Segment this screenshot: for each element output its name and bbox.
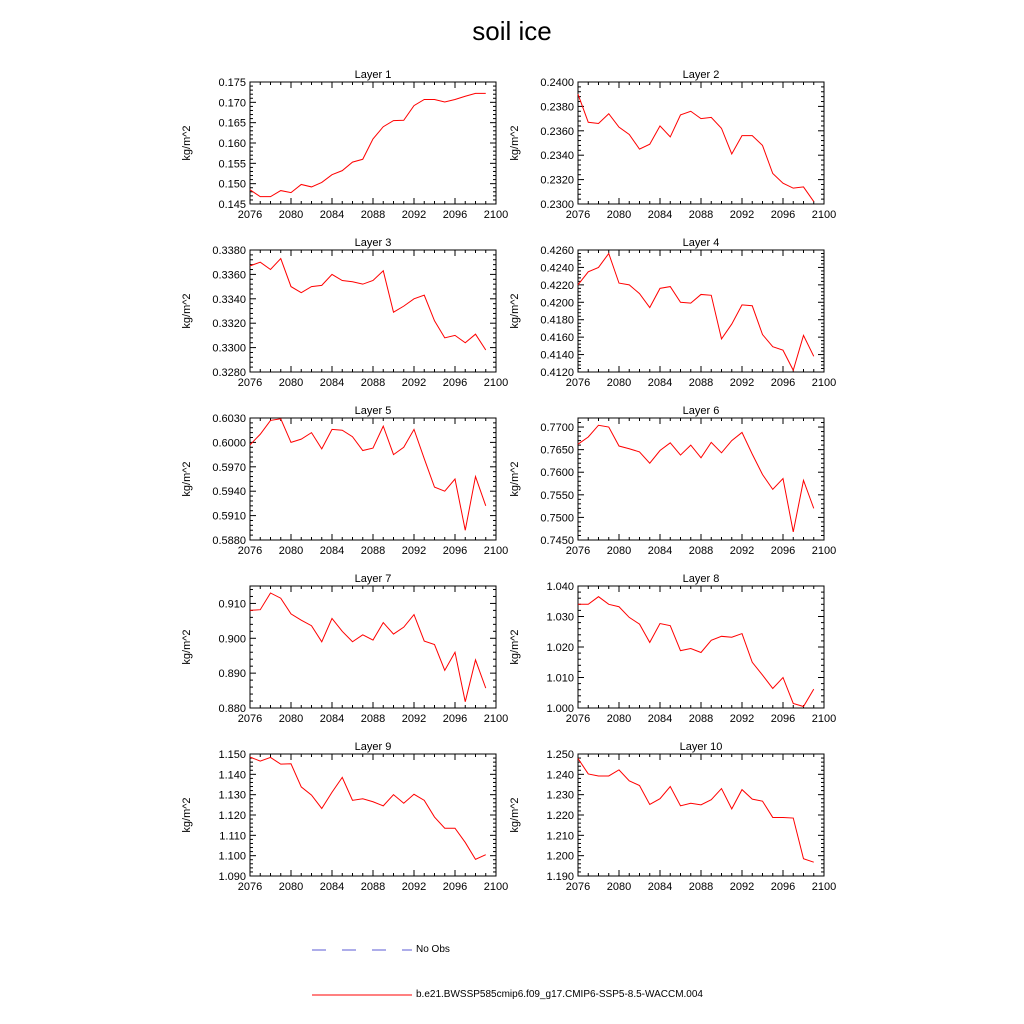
x-tick-label: 2076 <box>237 209 263 221</box>
series-line <box>250 93 486 196</box>
y-tick-label: 1.030 <box>546 611 574 624</box>
x-tick-label: 2080 <box>278 713 304 725</box>
y-tick-label: 1.210 <box>546 830 574 843</box>
y-tick-label: 0.2380 <box>540 101 574 114</box>
x-tick-label: 2088 <box>360 713 386 725</box>
y-axis-label: kg/m^2 <box>181 125 193 161</box>
panel-title: Layer 4 <box>682 237 720 249</box>
x-tick-label: 2076 <box>237 881 263 893</box>
x-tick-label: 2076 <box>565 545 591 557</box>
panel-layer-1 <box>181 69 508 221</box>
y-tick-label: 1.200 <box>546 850 574 863</box>
x-tick-label: 2096 <box>770 209 796 221</box>
y-tick-label: 1.250 <box>546 749 574 761</box>
x-tick-label: 2080 <box>606 881 632 893</box>
y-tick-label: 1.000 <box>546 703 574 715</box>
y-tick-label: 0.175 <box>218 77 246 89</box>
panel-frame <box>578 418 824 540</box>
x-tick-label: 2084 <box>319 377 345 389</box>
panel-frame <box>250 250 496 372</box>
y-tick-label: 0.2340 <box>540 150 574 163</box>
y-tick-label: 0.165 <box>218 117 246 130</box>
x-tick-label: 2096 <box>770 881 796 893</box>
series-line <box>250 593 486 702</box>
x-tick-label: 2084 <box>319 545 345 557</box>
series-line <box>578 597 814 707</box>
y-tick-label: 0.160 <box>218 138 246 150</box>
x-tick-label: 2088 <box>688 881 714 893</box>
x-tick-label: 2092 <box>729 377 755 389</box>
panel-title: Layer 10 <box>679 741 723 753</box>
series-line <box>250 757 486 859</box>
series-line <box>578 94 814 201</box>
y-tick-label: 1.190 <box>546 871 574 883</box>
panel-title: Layer 1 <box>354 69 392 81</box>
x-tick-label: 2096 <box>770 377 796 389</box>
x-tick-label: 2088 <box>688 545 714 557</box>
y-tick-label: 1.150 <box>218 749 246 761</box>
y-axis-label: kg/m^2 <box>509 293 521 329</box>
x-tick-label: 2092 <box>401 713 427 725</box>
x-tick-label: 2088 <box>688 209 714 221</box>
panel-layer-6 <box>509 405 836 557</box>
y-tick-label: 1.040 <box>546 581 574 593</box>
y-tick-label: 0.150 <box>218 178 246 191</box>
figure-title: soil ice <box>472 16 552 46</box>
x-tick-label: 2088 <box>360 881 386 893</box>
x-tick-label: 2076 <box>565 377 591 389</box>
panel-title: Layer 5 <box>354 405 392 417</box>
panel-layer-7 <box>181 573 508 725</box>
y-tick-label: 0.3340 <box>212 293 246 306</box>
series-line <box>578 425 814 532</box>
y-tick-label: 0.7550 <box>540 489 574 502</box>
x-tick-label: 2100 <box>483 881 509 893</box>
y-tick-label: 0.3380 <box>212 245 246 257</box>
y-tick-label: 0.880 <box>218 703 246 715</box>
y-tick-label: 0.910 <box>218 598 246 611</box>
y-tick-label: 1.220 <box>546 810 574 822</box>
y-tick-label: 0.3300 <box>212 342 246 355</box>
x-tick-label: 2076 <box>237 545 263 557</box>
series-line <box>578 253 814 370</box>
series-line <box>578 758 814 862</box>
x-tick-label: 2088 <box>688 377 714 389</box>
x-tick-label: 2084 <box>647 377 673 389</box>
x-tick-label: 2084 <box>319 713 345 725</box>
x-tick-label: 2080 <box>606 545 632 557</box>
y-tick-label: 0.145 <box>218 199 246 211</box>
y-tick-label: 0.2300 <box>540 199 574 211</box>
y-axis-label: kg/m^2 <box>509 797 521 833</box>
y-tick-label: 0.2400 <box>540 77 574 89</box>
x-tick-label: 2100 <box>811 377 837 389</box>
y-tick-label: 0.7650 <box>540 444 574 457</box>
y-tick-label: 1.230 <box>546 789 574 802</box>
y-axis-label: kg/m^2 <box>181 461 193 497</box>
y-tick-label: 0.7700 <box>540 422 574 435</box>
x-tick-label: 2096 <box>770 545 796 557</box>
y-tick-label: 1.110 <box>219 830 246 843</box>
y-axis-label: kg/m^2 <box>509 125 521 161</box>
y-tick-label: 0.3280 <box>212 367 246 379</box>
y-tick-label: 0.5940 <box>212 486 246 499</box>
x-tick-label: 2080 <box>278 545 304 557</box>
y-tick-label: 0.5910 <box>212 510 246 523</box>
y-tick-label: 0.4140 <box>540 349 574 362</box>
x-tick-label: 2092 <box>729 209 755 221</box>
x-tick-label: 2100 <box>483 713 509 725</box>
series-line <box>250 259 486 351</box>
x-tick-label: 2084 <box>647 713 673 725</box>
panel-layer-9 <box>181 741 508 893</box>
y-tick-label: 0.4260 <box>540 245 574 257</box>
x-tick-label: 2080 <box>278 377 304 389</box>
x-tick-label: 2080 <box>606 377 632 389</box>
x-tick-label: 2096 <box>442 881 468 893</box>
x-tick-label: 2084 <box>647 881 673 893</box>
series-line <box>250 419 486 530</box>
y-tick-label: 0.7600 <box>540 467 574 480</box>
legend-model-label: b.e21.BWSSP585cmip6.f09_g17.CMIP6-SSP5-8.5-WACCM.004 <box>416 989 703 1000</box>
y-tick-label: 1.120 <box>218 810 246 822</box>
panel-title: Layer 6 <box>682 405 720 417</box>
y-tick-label: 0.155 <box>218 158 246 171</box>
y-tick-label: 0.2320 <box>540 174 574 187</box>
legend-obs-label: No Obs <box>416 944 450 955</box>
x-tick-label: 2092 <box>729 545 755 557</box>
y-tick-label: 0.2360 <box>540 125 574 138</box>
x-tick-label: 2084 <box>647 545 673 557</box>
x-tick-label: 2100 <box>483 377 509 389</box>
x-tick-label: 2096 <box>442 545 468 557</box>
x-tick-label: 2084 <box>319 209 345 221</box>
x-tick-label: 2088 <box>360 209 386 221</box>
x-tick-label: 2088 <box>360 545 386 557</box>
y-tick-label: 0.4220 <box>540 279 574 292</box>
x-tick-label: 2096 <box>442 713 468 725</box>
x-tick-label: 2084 <box>647 209 673 221</box>
x-tick-label: 2076 <box>565 881 591 893</box>
panel-frame <box>250 82 496 204</box>
x-tick-label: 2080 <box>606 209 632 221</box>
y-tick-label: 0.6030 <box>212 413 246 425</box>
y-tick-label: 0.4120 <box>540 367 574 379</box>
x-tick-label: 2092 <box>729 881 755 893</box>
y-tick-label: 0.170 <box>218 97 246 110</box>
y-tick-label: 0.4180 <box>540 314 574 327</box>
panel-layer-3 <box>181 237 508 389</box>
y-tick-label: 0.4240 <box>540 262 574 275</box>
x-tick-label: 2092 <box>401 881 427 893</box>
x-tick-label: 2096 <box>442 377 468 389</box>
y-tick-label: 1.240 <box>546 769 574 782</box>
x-tick-label: 2092 <box>401 545 427 557</box>
panel-title: Layer 2 <box>682 69 720 81</box>
y-tick-label: 0.4200 <box>540 297 574 310</box>
x-tick-label: 2100 <box>811 545 837 557</box>
x-tick-label: 2088 <box>360 377 386 389</box>
y-tick-label: 1.140 <box>218 769 246 782</box>
x-tick-label: 2100 <box>811 881 837 893</box>
x-tick-label: 2084 <box>319 881 345 893</box>
panel-title: Layer 3 <box>354 237 392 249</box>
y-tick-label: 0.890 <box>218 668 246 681</box>
y-tick-label: 0.3360 <box>212 269 246 282</box>
x-tick-label: 2096 <box>442 209 468 221</box>
panel-layer-5 <box>181 405 508 557</box>
y-axis-label: kg/m^2 <box>181 629 193 665</box>
x-tick-label: 2076 <box>565 713 591 725</box>
x-tick-label: 2100 <box>483 545 509 557</box>
y-axis-label: kg/m^2 <box>509 461 521 497</box>
x-tick-label: 2100 <box>483 209 509 221</box>
y-tick-label: 0.5880 <box>212 535 246 547</box>
y-tick-label: 0.7450 <box>540 535 574 547</box>
x-tick-label: 2092 <box>401 377 427 389</box>
x-tick-label: 2080 <box>278 209 304 221</box>
panel-layer-4 <box>509 237 836 389</box>
x-tick-label: 2076 <box>237 377 263 389</box>
x-tick-label: 2076 <box>565 209 591 221</box>
x-tick-label: 2100 <box>811 209 837 221</box>
y-tick-label: 0.7500 <box>540 512 574 525</box>
y-axis-label: kg/m^2 <box>509 629 521 665</box>
panel-frame <box>578 586 824 708</box>
y-axis-label: kg/m^2 <box>181 293 193 329</box>
x-tick-label: 2096 <box>770 713 796 725</box>
panel-title: Layer 9 <box>354 741 392 753</box>
y-tick-label: 1.020 <box>546 642 574 654</box>
x-tick-label: 2080 <box>278 881 304 893</box>
y-axis-label: kg/m^2 <box>181 797 193 833</box>
x-tick-label: 2076 <box>237 713 263 725</box>
y-tick-label: 0.5970 <box>212 461 246 474</box>
x-tick-label: 2092 <box>729 713 755 725</box>
panel-layer-8 <box>509 573 836 725</box>
y-tick-label: 1.010 <box>546 672 574 685</box>
panel-frame <box>250 754 496 876</box>
y-tick-label: 0.900 <box>218 633 246 646</box>
y-tick-label: 0.4160 <box>540 332 574 345</box>
panel-layer-2 <box>509 69 836 221</box>
panel-layer-10 <box>509 741 836 893</box>
x-tick-label: 2092 <box>401 209 427 221</box>
x-tick-label: 2088 <box>688 713 714 725</box>
panel-frame <box>250 418 496 540</box>
panel-frame <box>250 586 496 708</box>
x-tick-label: 2100 <box>811 713 837 725</box>
panel-title: Layer 7 <box>354 573 392 585</box>
y-tick-label: 0.3320 <box>212 318 246 331</box>
panel-title: Layer 8 <box>682 573 720 585</box>
y-tick-label: 0.6000 <box>212 437 246 450</box>
y-tick-label: 1.090 <box>218 871 246 883</box>
panel-frame <box>578 250 824 372</box>
x-tick-label: 2080 <box>606 713 632 725</box>
y-tick-label: 1.130 <box>218 789 246 802</box>
y-tick-label: 1.100 <box>218 850 246 863</box>
